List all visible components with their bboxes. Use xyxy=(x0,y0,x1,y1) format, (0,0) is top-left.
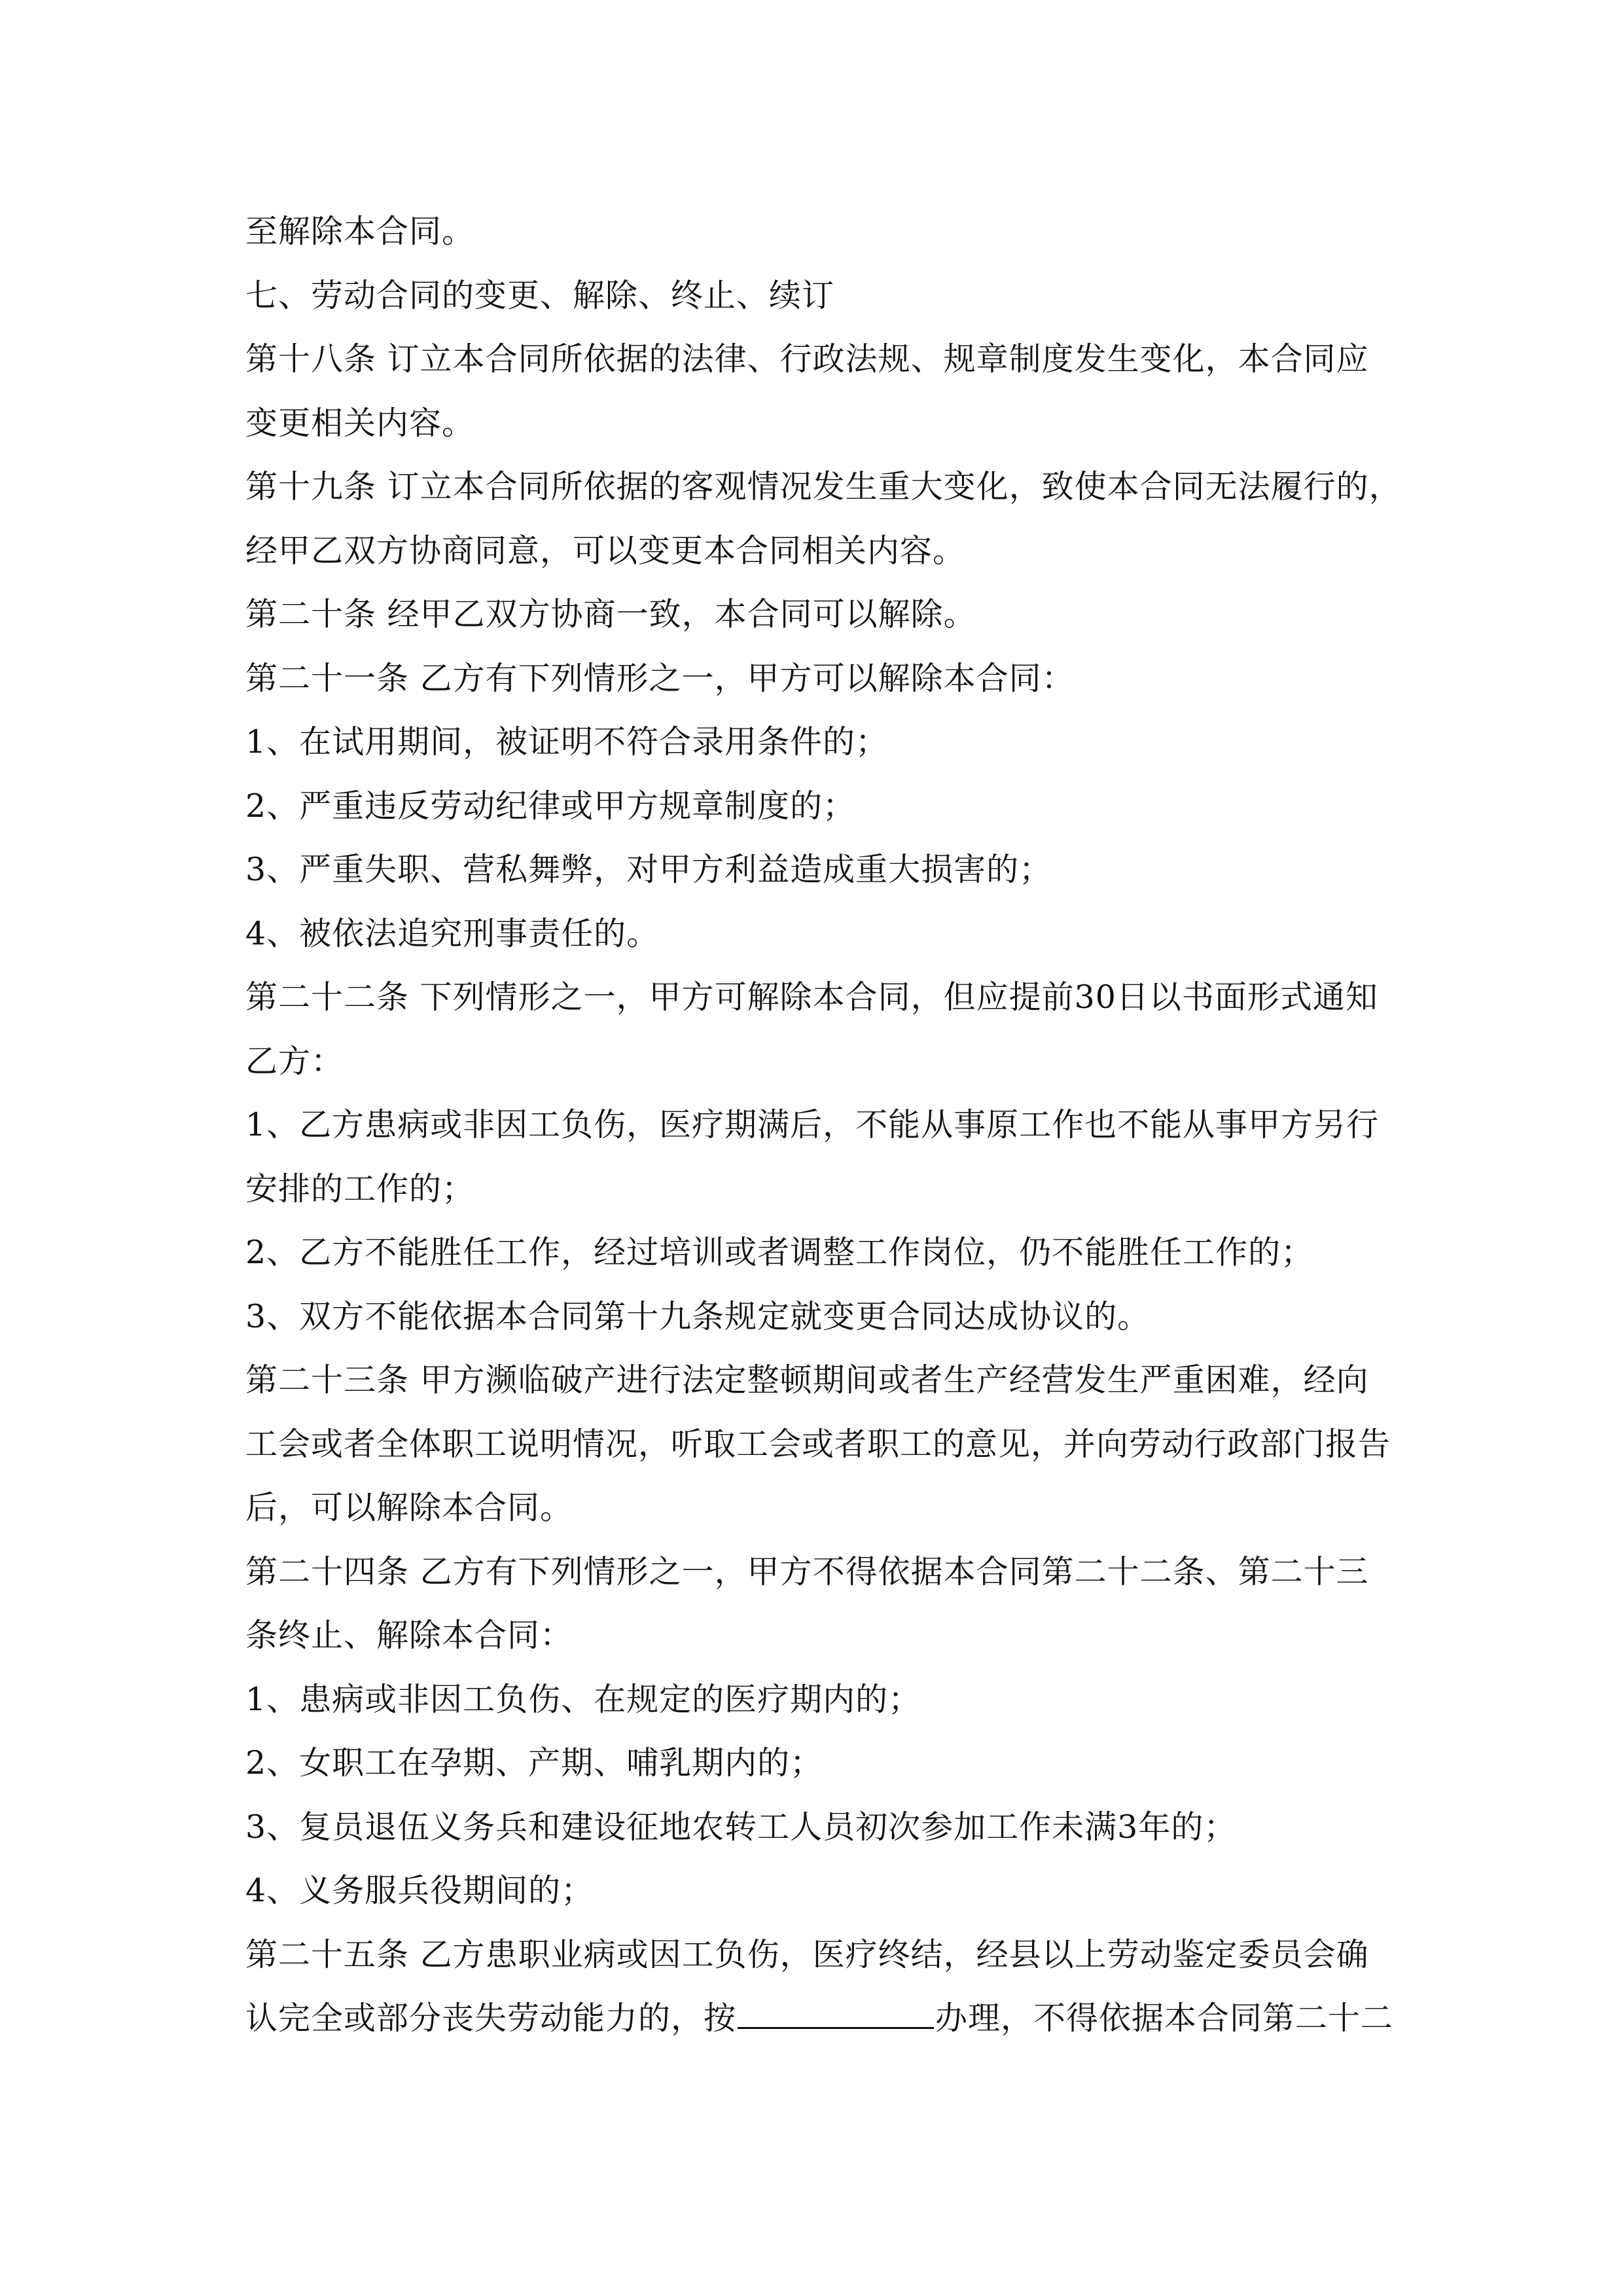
text-line-3: 第十八条 订立本合同所依据的法律、行政法规、规章制度发生变化，本合同应 xyxy=(245,340,1369,378)
text-before-blank: 认完全或部分丧失劳动能力的，按 xyxy=(245,2000,737,2037)
list-item: 3、双方不能依据本合同第十九条规定就变更合同达成协议的。 xyxy=(245,1297,1150,1335)
text-line-19: 第二十三条 甲方濒临破产进行法定整顿期间或者生产经营发生严重困难，经向 xyxy=(245,1361,1369,1399)
list-item: 2、乙方不能胜任工作，经过培训或者调整工作岗位，仍不能胜任工作的； xyxy=(245,1234,1314,1271)
contract-body-text xyxy=(245,200,1402,2051)
list-item: 4、义务服兵役期间的； xyxy=(245,1872,594,1909)
list-item: 2、严重违反劳动纪律或甲方规章制度的； xyxy=(245,787,856,825)
text-line-29 xyxy=(245,1986,1394,2051)
list-item: 1、在试用期间，被证明不符合录用条件的； xyxy=(245,723,889,761)
text-line-20: 工会或者全体职工说明情况，听取工会或者职工的意见，并向劳动行政部门报告 xyxy=(245,1425,1391,1463)
text-line-28: 第二十五条 乙方患职业病或因工负伤，医疗终结，经县以上劳动鉴定委员会确 xyxy=(245,1935,1369,1973)
text-line-21: 后，可以解除本合同。 xyxy=(245,1489,573,1526)
text-line-8: 第二十一条 乙方有下列情形之一，甲方可以解除本合同： xyxy=(245,659,1075,697)
text-line-1: 至解除本合同。 xyxy=(245,213,475,250)
text-line-6: 经甲乙双方协商同意，可以变更本合同相关内容。 xyxy=(245,531,966,569)
list-item: 3、严重失职、营私舞弊，对甲方利益造成重大损害的； xyxy=(245,851,1052,888)
list-item: 4、被依法追究刑事责任的。 xyxy=(245,914,660,952)
text-line-14: 乙方： xyxy=(245,1042,344,1080)
text-line-13: 第二十二条 下列情形之一，甲方可解除本合同，但应提前30日以书面形式通知 xyxy=(245,978,1378,1016)
text-after-blank: 办理，不得依据本合同第二十二 xyxy=(935,2000,1394,2037)
text-line-7: 第二十条 经甲乙双方协商一致，本合同可以解除。 xyxy=(245,596,976,633)
text-line-16: 安排的工作的； xyxy=(245,1170,475,1208)
text-line-4: 变更相关内容。 xyxy=(245,404,475,442)
fill-in-blank xyxy=(738,1986,934,2029)
list-item: 1、患病或非因工负伤、在规定的医疗期内的； xyxy=(245,1680,921,1718)
list-item: 1、乙方患病或非因工负伤，医疗期满后，不能从事原工作也不能从事甲方另行 xyxy=(245,1106,1380,1143)
list-item: 3、复员退伍义务兵和建设征地农转工人员初次参加工作未满3年的； xyxy=(245,1808,1237,1846)
text-line-23: 条终止、解除本合同： xyxy=(245,1617,573,1654)
text-line-5: 第十九条 订立本合同所依据的客观情况发生重大变化，致使本合同无法履行的， xyxy=(245,468,1402,505)
list-item: 2、女职工在孕期、产期、哺乳期内的； xyxy=(245,1744,823,1782)
text-line-22: 第二十四条 乙方有下列情形之一，甲方不得依据本合同第二十二条、第二十三 xyxy=(245,1552,1369,1590)
section-heading-7: 七、劳动合同的变更、解除、终止、续订 xyxy=(245,276,835,314)
